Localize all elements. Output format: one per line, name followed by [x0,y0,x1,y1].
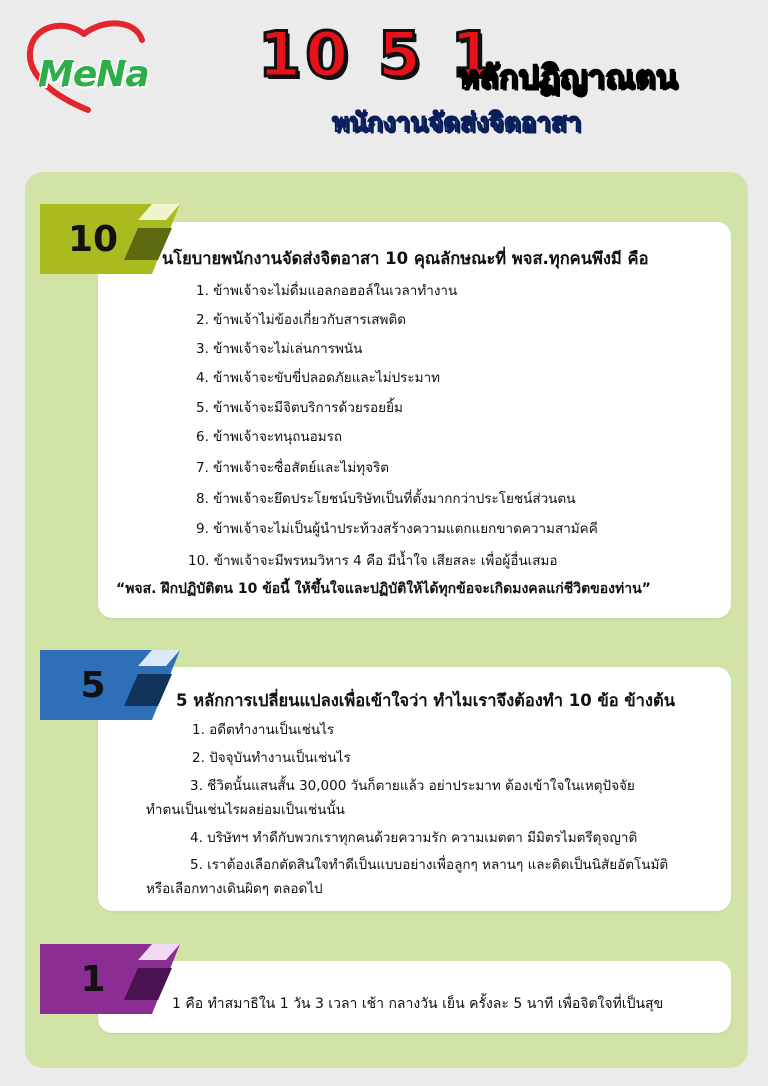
list-item: 6. ข้าพเจ้าจะทนุถนอมรถ [196,429,343,445]
list-item: 9. ข้าพเจ้าจะไม่เป็นผู้นำประท้วงสร้างความแตกแยกขาดความสามัคคี [196,521,598,537]
list-item: 3. ชีวิตนั้นแสนสั้น 30,000 วันก็ตายแล้ว อย่าประมาท ต้องเข้าใจในเหตุปัจจัย [190,778,635,794]
list-item: หรือเลือกทางเดินผิดๆ ตลอดไป [146,881,323,897]
title-number: 10 5 1 [258,18,498,91]
list-item: 8. ข้าพเจ้าจะยึดประโยชน์บริษัทเป็นที่ตั้งมากกว่าประโยชน์ส่วนตน [196,491,576,507]
list-item: 5. เราต้องเลือกตัดสินใจทำดีเป็นแบบอย่างเพื่อลูกๆ หลานๆ และติดเป็นนิสัยอัตโนมัติ [190,857,669,873]
section-5-number: 5 [80,664,106,706]
section-10-heading: นโยบายพนักงานจัดส่งจิตอาสา 10 คุณลักษณะที่ พจส.ทุกคนพึงมี คือ [162,249,649,268]
section-10-badge [40,204,180,274]
page-subtitle: พนักงานจัดส่งจิตอาสา [332,108,582,138]
section-5-heading: 5 หลักการเปลี่ยนแปลงเพื่อเข้าใจว่า ทำไมเราจึงต้องทำ 10 ข้อ ข้างต้น [176,691,675,710]
list-item: 1. ข้าพเจ้าจะไม่ดื่มแอลกอฮอล์ในเวลาทำงาน [196,283,458,299]
list-item: ทำตนเป็นเช่นไรผลย่อมเป็นเช่นนั้น [146,802,345,818]
section-1-badge [40,944,180,1014]
section-10-quote: “พจส. ฝึกปฏิบัติตน 10 ข้อนี้ ให้ขึ้นใจและปฏิบัติให้ได้ทุกข้อจะเกิดมงคลแก่ชีวิตของท่าน” [116,581,651,597]
list-item: 4. บริษัทฯ ทำดีกับพวกเราทุกคนด้วยความรัก ความเมตตา มีมิตรไมตรีดุจญาติ [190,830,638,846]
list-item: 4. ข้าพเจ้าจะขับขี่ปลอดภัยและไม่ประมาท [196,370,441,386]
section-10-number: 10 [67,218,119,260]
list-item: 5. ข้าพเจ้าจะมีจิตบริการด้วยรอยยิ้ม [196,400,403,416]
mena-logo [24,18,194,114]
list-item: 3. ข้าพเจ้าจะไม่เล่นการพนัน [196,341,363,357]
logo-text: MeNa [38,54,149,95]
list-item: 10. ข้าพเจ้าจะมีพรหมวิหาร 4 คือ มีน้ำใจ เสียสละ เพื่อผู้อื่นเสมอ [188,553,558,569]
section-1-text: 1 คือ ทำสมาธิใน 1 วัน 3 เวลา เช้า กลางวัน เย็น ครั้งละ 5 นาที เพื่อจิตใจที่เป็นสุข [172,996,664,1012]
section-5-badge [40,650,180,720]
page-title: หลักปฏิญาณตน [458,58,678,96]
list-item: 2. ข้าพเจ้าไม่ข้องเกี่ยวกับสารเสพติด [196,312,406,328]
list-item: 2. ปัจจุบันทำงานเป็นเช่นไร [192,750,351,766]
list-item: 7. ข้าพเจ้าจะซื่อสัตย์และไม่ทุจริต [196,460,390,476]
section-1-number: 1 [80,958,106,1000]
list-item: 1. อดีตทำงานเป็นเช่นไร [192,722,335,738]
